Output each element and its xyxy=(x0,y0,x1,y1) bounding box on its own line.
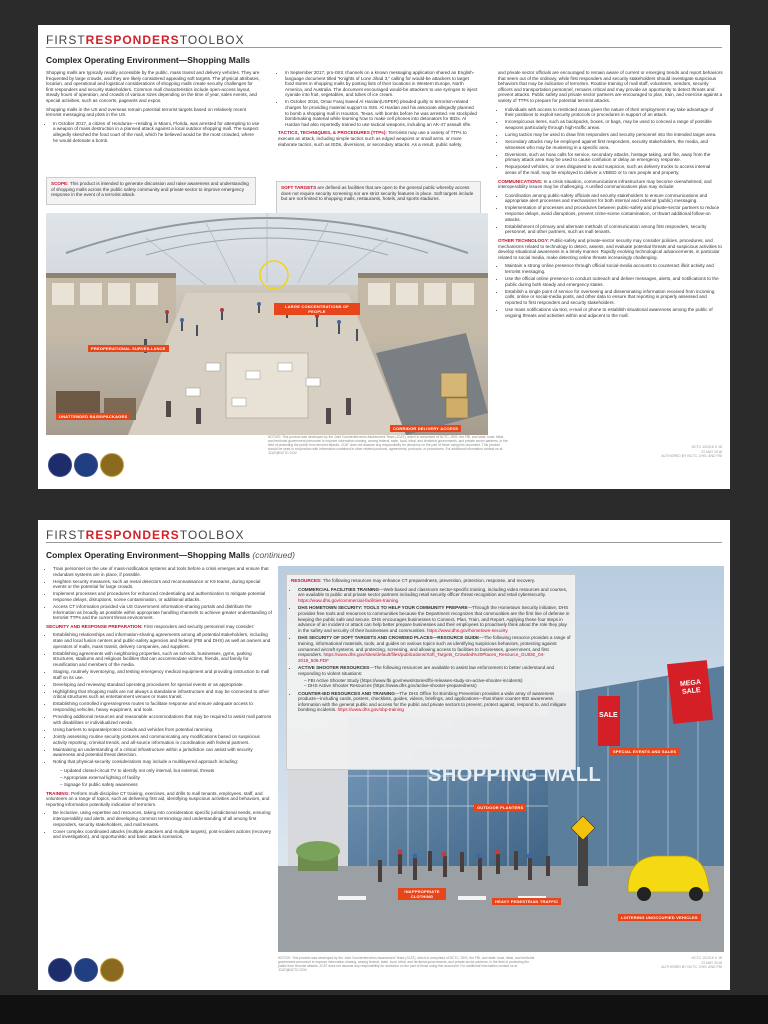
list-item: • Individuals with access to restricted areas given the nature of their employment may take advantage of their positions to exploit security protocols or procedures in support of an attack. xyxy=(505,107,723,118)
sale-sign-text: SALE xyxy=(599,712,618,719)
label-packages: UNATTENDED BAGS/PACKAGES xyxy=(56,413,130,420)
list-item: • Highlighting that shopping malls are not always a standalone infrastructure and may be connected to other critical structures such as entertainment venues or mass transit. xyxy=(53,689,274,700)
communications-text: In a crisis situation, communications infrastructure may become overwhelmed, and interoperability issues may be challenging. A unified communications plan may include: xyxy=(498,178,712,190)
ttp-heading: TACTICS, TECHNIQUES, & PROCEDURES (TTPs): xyxy=(278,130,387,136)
resource-item: • DHS SECURITY OF SOFT TARGETS AND CROWDED PLACES—RESOURCE GUIDE—The following resource provides a range of training, informational materials, tools, and guides on various topics such as identifying suspicious behaviors, protecting against unmanned aircraft systems, and protecting, screening, and allowing access to facilities to businesses, government, and first responders. https://www.dhs.gov/sites/default/files/publications/Soft_Targets_Crowded%20Places_Resource_GUIDE_04-2019_508.PDF xyxy=(298,635,571,663)
resource-sub-item[interactable]: – FBI Active Shooter Study (https://www.fbi.gov/news/stories/fbi-releases-study-on-active-shooter-incidents) xyxy=(304,677,523,683)
threat-paragraph: Shopping malls in the US and overseas remain potential terrorist targets based on relatively recent terrorist messaging and plots in the US. xyxy=(46,106,247,118)
label-special-events: SPECIAL EVENTS AND SALES xyxy=(610,748,679,755)
page-two xyxy=(38,520,730,990)
resource-item: • ACTIVE SHOOTER RESOURCES—The following resources are available to assist law enforcement to better understand and responding to violent situations: – FBI Active Shooter Study (https://www.fbi.gov/news/stories/fbi-releases-study-on-active-shooter-incidents) – DHS Active Shooter Resources (https://www.dhs.gov/active-shooter-preparedness) xyxy=(298,665,571,688)
label-pedestrian-traffic: HEAVY PEDESTRIAN TRAFFIC xyxy=(492,898,561,905)
list-item: • Jointly assessing routine security postures and communicating any modifications based on suspicious activity reporting, criminal trends, and all-source information in coordination with federal partners. xyxy=(53,734,274,745)
list-item: • Train personnel on the use of mass-notification systems and tools before a crisis emerges and ensure that redundant systems are in place, if possible. xyxy=(53,566,274,577)
nctc-seal-icon xyxy=(48,958,72,982)
list-item: • Establishing agreements with neighboring properties, such as schools, businesses, gyms, parking structures, stadiums and religious facilities that can accommodate victims, friends, and family for reunification and members of the media. xyxy=(53,651,274,668)
label-corridor: CORRIDOR DELIVERY ACCESS xyxy=(390,425,461,432)
column-2 xyxy=(278,70,478,150)
fbi-seal-icon xyxy=(100,958,124,982)
sub-list-item: – Updated closed-circuit TV to identify not only internal, but external, threats xyxy=(60,767,215,773)
resource-link[interactable]: https://www.dhs.gov/hometown-security xyxy=(426,627,508,633)
list-item: • Maintaining an understanding of a critical infrastructure within a jurisdiction can assist with security awareness and potential threat detection. xyxy=(53,747,274,758)
scope-box xyxy=(46,177,256,205)
mega-sale-text: MEGA SALE xyxy=(679,678,702,696)
resource-item: • COUNTER-IED RESOURCES AND TRAINING—The DHS Office for Bombing Prevention provides a wide array of awareness products—including cards, posters, checklists, guides, videos, briefings, and applications—that share counter-IED awareness information with the general public and access for the public and private sectors to prevent, protect against, respond to, and mitigate bombing incidents. https://www.dhs.gov/obp-training xyxy=(298,691,571,713)
resources-panel xyxy=(286,574,576,770)
list-item: • Providing additional resources and reasonable accommodations that may be required to assist mall patrons with disabilities or individualized needs. xyxy=(53,714,274,725)
notice-text: NOTICE: This product was developed by the Joint Counterterrorism Assessment Team (JCAT), which is comprised of NCTC, DHS, the FBI, and state, local, tribal, and territorial government personnel to improve information sharing, among federal, state, local, tribal, and territorial governments, and private sector partners, in the field of protecting the public from terrorist attacks. JCAT does not assume any responsibility for decisions on the part of those using this document. For additional information contact us at JCAT@NCTC.GOV. xyxy=(278,956,535,972)
toolbox-header: FIRSTRESPONDERSTOOLBOX xyxy=(46,33,245,47)
page-title: Complex Operating Environment—Shopping Malls xyxy=(46,55,251,65)
resource-link[interactable]: https://www.dhs.gov/commercial-facilities-training xyxy=(298,597,399,603)
mall-interior-illustration xyxy=(46,213,488,435)
soft-targets-heading: SOFT TARGETS xyxy=(281,185,317,190)
list-item: • Staging, routinely inventorying, and testing emergency medical equipment and providing instruction to mall staff on its use. xyxy=(53,669,274,680)
mall-exterior-illustration xyxy=(278,566,724,952)
list-item: • Implementation of processes and procedures between public-safety and private-sector partners to reduce response delays, avoid disruptions, prevent crime-scene contamination, or thwart additional follow-on attacks. xyxy=(505,205,723,222)
column-1 xyxy=(46,70,260,146)
dhs-seal-icon xyxy=(74,958,98,982)
fbi-seal-icon xyxy=(100,453,124,477)
list-item: • Use mass notifications via text, e-mail or phone to establish situational awareness among the public of ongoing threats and activities within and adjacent to the mall. xyxy=(505,307,723,318)
header-rule xyxy=(46,47,722,48)
sale-banner xyxy=(598,696,620,746)
list-item: • Diversions, such as hoax calls for service, secondary attacks, hostage taking, and fire, away from the primary attack area may be used to cause confusion or delay an emergency response. xyxy=(505,152,723,163)
soft-targets-box xyxy=(276,181,481,217)
doc-id: NCTC 101016 K 18 xyxy=(691,445,722,449)
resource-item: • DHS HOMETOWN SECURITY: TOOLS TO HELP YOUR COMMUNITY PREPARE—Through the Hometown Security initiative, DHS provides free tools and resources to communities because the Department recognizes that communities are the first line of defense in keeping the public safe and secure. DHS encourages businesses to Connect, Plan, Train, and Report. Applying these four steps in advance of an incident or attack can help better prepare businesses and their employees to proactively think about the role they play in the safety and security of their businesses and communities. https://www.dhs.gov/hometown-security xyxy=(298,605,571,633)
scope-text: This product is intended to generate discussion and raise awareness and understanding of shopping malls across the public safety community and private sector to improve emergency response in the event of a terrorist attack. xyxy=(51,181,249,198)
mall-interior-drawing xyxy=(46,213,488,435)
yellow-car xyxy=(628,856,710,892)
footer-dates xyxy=(598,445,722,459)
soft-targets-text: are defined as facilities that are open to the general public whereby access does not require security screening nor are strict security features in place. Soft targets include but are not limited to shopping malls, restaurants, hotels, and sports stadiums. xyxy=(281,185,474,202)
list-item: • Use the official online presence to conduct outreach and deliver messages, alerts, and notifications to the public during both steady and emergency states. xyxy=(505,276,723,287)
security-text: First responders and security personnel may consider: xyxy=(143,623,255,629)
label-crowds: LARGE CONCENTRATIONS OF PEOPLE xyxy=(274,303,360,315)
header-rule xyxy=(46,542,722,543)
label-outdoor-planters: OUTDOOR PLANTERS xyxy=(474,804,526,811)
footer-dates xyxy=(598,956,722,970)
notice-text: NOTICE: This product was developed by the Joint Counterterrorism Assessment Team (JCAT), which is comprised of NCTC, DHS, the FBI, and state, local, tribal, and territorial government personnel to improve information sharing, among federal, state, local, tribal, and territorial governments, and private sector partners, in the field of protecting the public from terrorist attacks. JCAT does not assume any responsibility for decisions on the part of those using this document. This product should be used in conjunction with information contained in other related products, agreements, protocols, or procedures. For additional information contact us at JCAT@NCTC.GOV. xyxy=(268,435,508,455)
column-left xyxy=(46,566,274,843)
pub-date: 23 MAY 2018 xyxy=(701,449,722,454)
sub-list-item: – Signage for public safety awareness xyxy=(60,782,138,788)
label-unoccupied-vehicles: LOITERING UNOCCUPIED VEHICLES xyxy=(618,914,701,921)
list-item: • Inconspicuous items, such as backpacks, boxes, or bags, may be used to conceal a range of possible weapons particularly through high-traffic areas. xyxy=(505,119,723,130)
list-item: • In October 2017, a citizen of Honduras—residing in Miami, Florida, was arrested for attempting to use a weapon of mass destruction in a planned attack against a local outdoor shopping mall. The suspect allegedly sketched the food court of the mall, which he believed would be the most crowded, where he would detonate a bomb. xyxy=(53,121,260,143)
resource-link[interactable]: https://www.dhs.gov/obp-training xyxy=(337,707,404,713)
dhs-seal-icon xyxy=(74,453,98,477)
authored-by: AUTHORED BY NCTC, DHS, AND FBI xyxy=(661,454,722,458)
list-item: • Establishing relationships and information-sharing agreements among all potential stakeholders, including state and local fusion centers and public-safety agencies and federal (FBI and DHS) as well as owners and operators of malls, mass transit, delivery companies, and suppliers. xyxy=(53,632,274,649)
list-item: • Repurposed vehicles, or ones disguised to avoid suspicion, such as delivery trucks to access internal areas of the mall, may be employed to deliver a VBIED or to ram people and property. xyxy=(505,164,723,175)
shopping-mall-sign: SHOPPING MALL xyxy=(428,764,602,786)
list-item: • Implement processes and procedures for enhanced credentialing and authentication to mitigate potential response delays, disruptions, scene contamination, or additional attacks. xyxy=(53,591,274,602)
page-title: Complex Operating Environment—Shopping Malls (continued) xyxy=(46,550,295,560)
resources-heading: RESOURCES: xyxy=(291,578,322,583)
communications-heading: COMMUNICATIONS: xyxy=(498,178,543,184)
page-one xyxy=(38,25,730,489)
list-item: • Access CT information provided via US Government information-sharing portals and distribute the information as broadly as possible within appropriate handling channels to achieve greater understanding of terrorist TTPs and the current threat environment. xyxy=(53,604,274,621)
list-item: • Heighten security measures, such as metal detectors and reconnaissance or K9 teams, during special events or the potential for large crowds. xyxy=(53,579,274,590)
security-heading: SECURITY AND RESPONSE PREPARATION: xyxy=(46,623,143,629)
label-clothing: INAPPROPRIATE CLOTHING xyxy=(398,888,446,900)
list-item: • Cover complex coordinated attacks (multiple attackers and multiple targets), post-incident actions (recovery and investigation), and opportunistic and basic attack scenarios. xyxy=(53,829,274,840)
technology-heading: OTHER TECHNOLOGY: xyxy=(498,237,549,243)
resource-item: • COMMERCIAL FACILITIES TRAINING—Web-based and classroom sector-specific training, including video resources and courses, are available to public and private sector partners including retail security officer threat recognition and retail cybersecurity. https://www.dhs.gov/commercial-facilities-training xyxy=(298,587,571,604)
intro-paragraph: Shopping malls are typically readily accessible by the public, mass transit and delivery vehicles. They are frequented by large crowds, and they are likely considered appealing soft targets. The physical attributes, location, and operational and logistical considerations of shopping malls create security challenges for first responders and security stakeholders. Common mall characteristics include open-access layout, steady hours of operation, and crowds of various sizes depending on the time of year, sales events, and special activities, such as concerts, pageants and expos. xyxy=(46,70,260,103)
list-item: • Noting that physical-security considerations may include a multilayered approach including: xyxy=(53,759,274,765)
scope-heading: SCOPE: xyxy=(51,181,69,186)
list-item: • Establishment of primary and alternate methods of communication among first responders, security personnel, and other partners, such as mall tenants. xyxy=(505,224,723,235)
sub-list-item: – Appropriate external lighting of facility xyxy=(60,775,140,780)
list-item: • Be inclusive, using expertise and resources, taking into consideration specific jurisdictional needs, ensuring interoperability and alerts, and developing common terminology and understanding of all among first responders, security stakeholders, and mall tenants. xyxy=(53,810,274,827)
toolbox-header: FIRSTRESPONDERSTOOLBOX xyxy=(46,528,245,542)
list-item: • In October 2016, Omar Faraj Saeed Al Hardan(USPER) pleaded guilty to terrorism-related charges for providing material support to ISIS. Al Hardan and his associate allegedly planned to bomb a shopping mall in Houston, Texas, with bombs before he was arrested. He stockpiled bombmaking material while learning how to make cell phones into detonators for IEDs. Al Hardan had also reportedly trained to use tactical weapons, including an AK-47 assault rifle. xyxy=(285,99,478,127)
list-item: • Luring tactics may be used to draw first responders and security personnel into the intended target area. xyxy=(505,132,723,138)
list-item: • Establish a single point of service for overseeing and disseminating information received from incoming calls, online or social-media posts, and other data to ensure that reporting is properly assessed and reported to first responders and security stakeholders. xyxy=(505,289,723,306)
list-item: • Maintain a strong online presence through official social-media accounts to counteract illicit activity and terrorist messaging. xyxy=(505,263,723,274)
doc-id: NCTC 101016 K 18 xyxy=(691,956,722,960)
authored-by: AUTHORED BY NCTC, DHS, AND FBI xyxy=(661,965,722,969)
technology-text: Public-safety and private-sector security may consider policies, procedures, and mechanisms related to technology to detect, assess, and evaluate potential threats and suspicious activities to develop situational awareness in a timely manner. Rapidly evolving technological advancements, in particular related to social media, make detecting online threats increasingly challenging. xyxy=(498,237,722,260)
column-3 xyxy=(498,70,723,321)
list-item: • Establishing controlled ingress/egress routes to facilitate response and ensure adequate access to responding vehicles, heavy equipment, and tools. xyxy=(53,701,274,712)
training-text: Perform multi-discipline CT training, exercises, and drills to mall tenants, employees, staff, and volunteers on a range of topics, such as delivering first aid, identifying suspicious activities and behaviors, and reporting information potentially indicative of terrorism. xyxy=(46,790,270,807)
label-surveillance: PREOPERATIONAL SURVEILLANCE xyxy=(88,345,169,352)
list-item: • Using barriers to separate/protect crowds and vehicles from potential ramming. xyxy=(53,727,274,733)
resources-text: The following resources may enhance CT preparedness, prevention, protection, response, and recovery. xyxy=(322,578,536,583)
resource-link[interactable]: https://www.dhs.gov/sites/default/files/publications/Soft_Targets_Crowded%20Places_Resource_GUIDE_04-2019_508.PDF xyxy=(298,652,545,663)
list-item: • In September 2017, pro-ISIS channels on a known messaging application shared an English-language document titled “Knights of Lone Jihad 3,” calling for would-be attackers to target food stores in shopping malls by posting lists of their locations in Western Europe, North America, and Australia. The document encouraged would-be attackers to use syringes to inject cyanide into fruit, vegetables, and tubes of ice cream. xyxy=(285,70,478,98)
col3-intro: and private sector officials are encouraged to remain aware of current or emerging trends and report behaviors that seem out of the ordinary, while first responders and security stakeholders should investigate suspicious behaviors that may be indicative of terrorism. Routine training of mall staff, volunteers, vendors, security officers and transportation personnel, remains critical and may provide an opportunity to detect threats and prevent attacks. Public safety and private sector partners are encouraged to plan, train, and exercise against a variety of TTPs to prepare for potential terrorist attacks. xyxy=(498,70,723,103)
pub-date: 23 MAY 2018 xyxy=(701,960,722,965)
list-item: • Coordination among public-safety officials and security stakeholders to ensure communications and appropriate alert processes and mechanisms for both internal and external (public) messaging. xyxy=(505,193,723,204)
resource-sub-item[interactable]: – DHS Active Shooter Resources (https://www.dhs.gov/active-shooter-preparedness) xyxy=(304,683,477,689)
nctc-seal-icon xyxy=(48,453,72,477)
ttp-text: Terrorists may use a variety of TTPs to execute an attack, including simple tactics such as edged weapons or small arms, or more elaborate tactics, such as IEDs, diversions, or secondary attacks. As a result, public safety xyxy=(278,130,467,147)
list-item: • Secondary attacks may be employed against first responders, security stakeholders, the media, and witnesses who may be mustering in a specific area. xyxy=(505,139,723,150)
viewer-bottom-bar xyxy=(0,995,768,1024)
training-heading: TRAINING: xyxy=(46,790,70,796)
list-item: • Developing and reviewing standard operating procedures for special events or as appropriate. xyxy=(53,682,274,688)
